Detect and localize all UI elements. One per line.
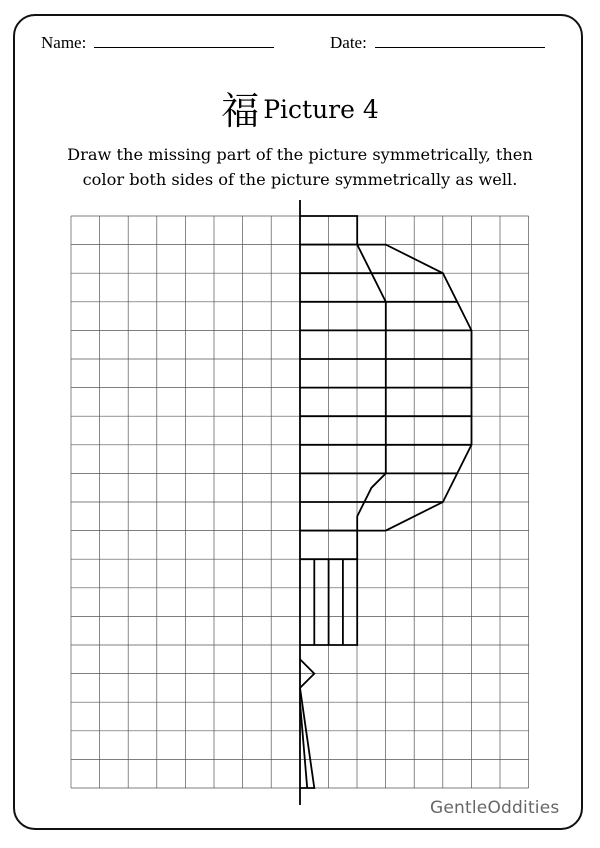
name-label: Name:	[41, 33, 87, 52]
instruction-line-1: Draw the missing part of the picture symmetrically, then	[67, 145, 533, 164]
title-text: Picture 4	[263, 95, 379, 124]
fu-character: 福	[221, 89, 260, 133]
date-label: Date:	[330, 33, 367, 52]
tassel-end	[300, 688, 314, 788]
tassel-strands	[314, 559, 343, 645]
brand-logo: GentleOddities	[430, 798, 560, 818]
instruction-line-2: color both sides of the picture symmetrically as well.	[82, 170, 518, 189]
